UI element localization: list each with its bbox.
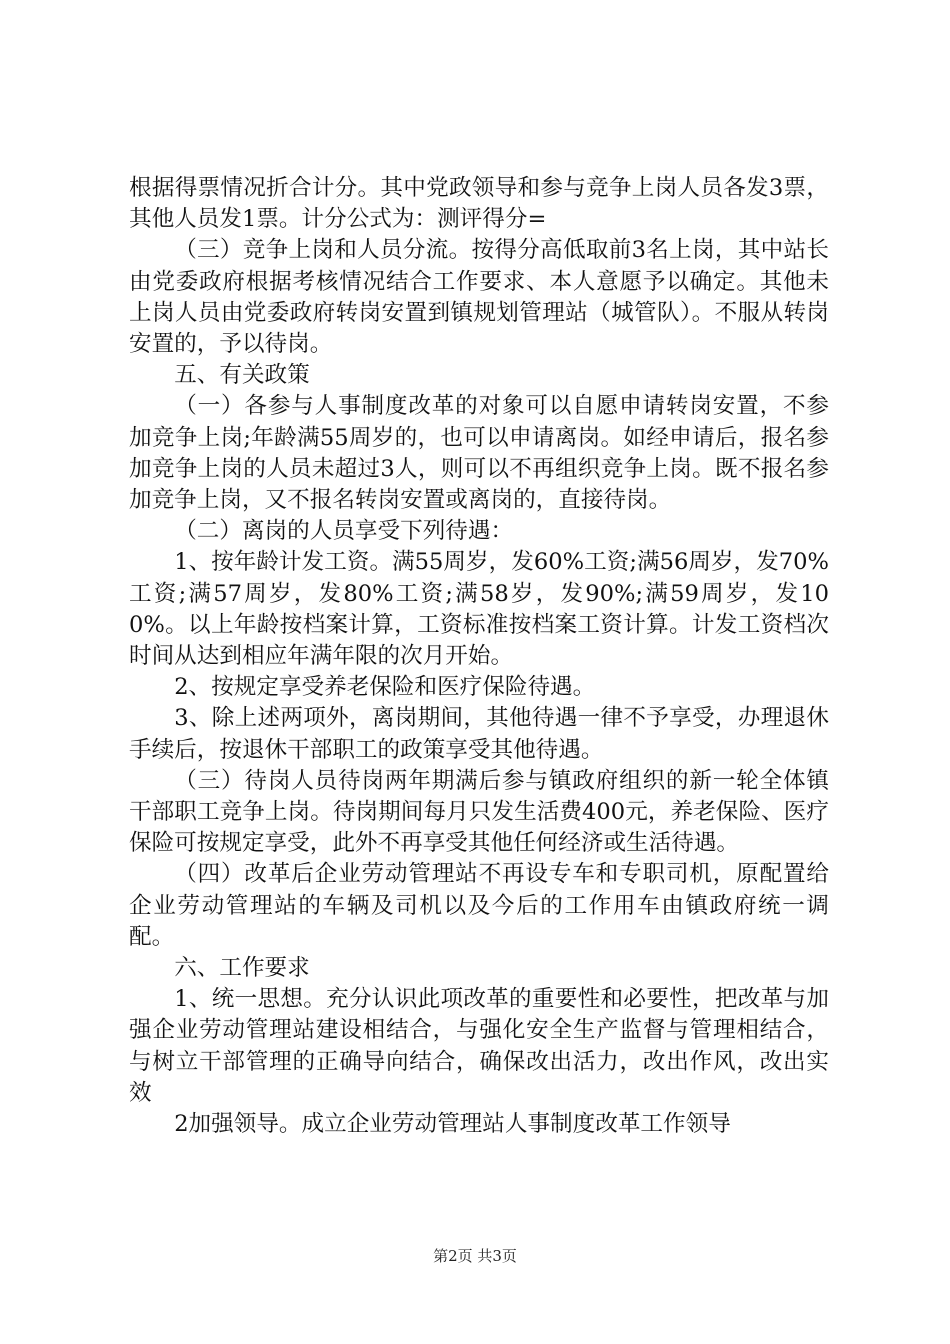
paragraph: 1、统一思想。充分认识此项改革的重要性和必要性，把改革与加强企业劳动管理站建设相结合，与强化安全生产监督与管理相结合，与树立干部管理的正确导向结合，确保改出活力，改出作风，改出实效	[129, 986, 829, 1106]
paragraph: （一）各参与人事制度改革的对象可以自愿申请转岗安置，不参加竞争上岗;年龄满55周岁的，也可以申请离岗。如经申请后，报名参加竞争上岗的人员未超过3人，则可以不再组织竞争上岗。既不报名参加竞争上岗，又不报名转岗安置或离岗的，直接待岗。	[129, 393, 829, 514]
paragraph: 2加强领导。成立企业劳动管理站人事制度改革工作领导	[174, 1111, 731, 1138]
paragraph: （四）改革后企业劳动管理站不再设专车和专职司机，原配置给企业劳动管理站的车辆及司机以及今后的工作用车由镇政府统一调配。	[129, 861, 829, 950]
paragraph: （三）待岗人员待岗两年期满后参与镇政府组织的新一轮全体镇干部职工竞争上岗。待岗期间每月只发生活费400元，养老保险、医疗保险可按规定享受，此外不再享受其他任何经济或生活待遇。	[129, 767, 829, 857]
paragraph: 1、按年龄计发工资。满55周岁，发60%工资;满56周岁，发70%工资;满57周岁，发80%工资;满58岁，发90%;满59周岁，发100%。以上年龄按档案计算，工资标准按档案工资计算。计发工资档次时间从达到相应年满年限的次月开始。	[129, 549, 829, 670]
paragraph: （二）离岗的人员享受下列待遇：	[174, 518, 514, 545]
section-heading: 五、有关政策	[174, 362, 310, 389]
paragraph: 2、按规定享受养老保险和医疗保险待遇。	[174, 674, 596, 701]
paragraph: （三）竞争上岗和人员分流。按得分高低取前3名上岗，其中站长由党委政府根据考核情况结合工作要求、本人意愿予以确定。其他未上岗人员由党委政府转岗安置到镇规划管理站（城管队）。不服从转岗安置的，予以待岗。	[129, 237, 829, 358]
paragraph: 3、除上述两项外，离岗期间，其他待遇一律不予享受，办理退休手续后，按退休干部职工的政策享受其他待遇。	[129, 705, 829, 763]
page-number: 第2页 共3页	[433, 1247, 517, 1265]
paragraph: 根据得票情况折合计分。其中党政领导和参与竞争上岗人员各发3票，其他人员发1票。计分公式为：测评得分=	[129, 175, 829, 233]
document-body	[129, 173, 829, 1140]
section-heading: 六、工作要求	[174, 955, 310, 982]
